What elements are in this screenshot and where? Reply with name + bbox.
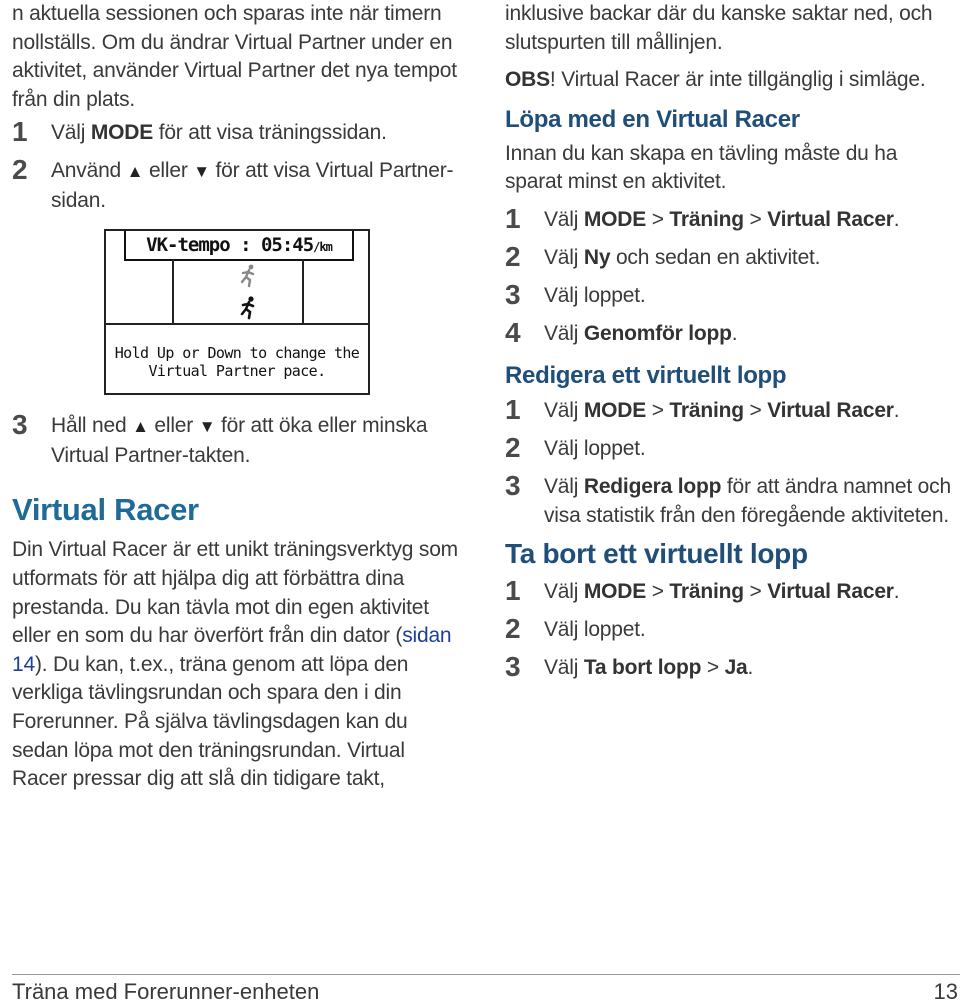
left-column xyxy=(12,0,462,794)
runner-icon xyxy=(236,295,260,321)
device-track-panels xyxy=(106,259,368,325)
sec1-step-2: 2 Välj Ny och sedan en aktivitet. xyxy=(505,240,821,272)
step-number: 3 xyxy=(12,409,28,441)
device-message: Hold Up or Down to change the Virtual Partner pace. xyxy=(114,344,360,380)
down-arrow-icon: ▼ xyxy=(198,417,216,437)
sec3-step-1: 1 Välj MODE > Träning > Virtual Racer. xyxy=(505,574,900,606)
sec3-step-2: 2 Välj loppet. xyxy=(505,612,646,644)
step-number: 2 xyxy=(12,154,28,186)
step-2: 2 Använd ▲ eller ▼ för att visa Virtual Partner-sidan. xyxy=(12,154,454,213)
step-number: 1 xyxy=(12,116,28,148)
page-link[interactable]: sidan 14 xyxy=(12,624,452,676)
heading-edit-race: Redigera ett virtuellt lopp xyxy=(505,361,787,389)
device-divider xyxy=(172,259,174,323)
up-arrow-icon: ▲ xyxy=(132,417,149,437)
section-heading-virtual-racer: Virtual Racer xyxy=(12,492,199,528)
up-arrow-icon: ▲ xyxy=(126,162,144,182)
sec2-step-3: 3 Välj Redigera lopp för att ändra namnet och visa statistik från den föregående aktiviteten. xyxy=(505,469,951,527)
step-3: 3 Håll ned ▲ eller ▼ för att öka eller minska Virtual Partner-takten. xyxy=(12,409,428,468)
sec3-step-3: 3 Välj Ta bort lopp > Ja. xyxy=(505,650,754,682)
note: OBS! Virtual Racer är inte tillgänglig i simläge. xyxy=(505,68,926,92)
step-1: 1 Välj MODE för att visa träningssidan. xyxy=(12,116,387,148)
device-divider xyxy=(302,259,304,323)
sec2-step-1: 1 Välj MODE > Träning > Virtual Racer. xyxy=(505,393,900,425)
sec1-step-1: 1 Välj MODE > Träning > Virtual Racer. xyxy=(505,202,900,234)
mode-key: MODE xyxy=(90,121,154,145)
page-number: 13 xyxy=(933,979,958,1004)
right-column xyxy=(505,0,960,682)
sec1-intro: Innan du kan skapa en tävling måste du ha sparat minst en aktivitet. xyxy=(505,141,898,194)
device-pace-header: VK-tempo : 05:45/km xyxy=(124,231,354,261)
sec1-step-4: 4 Välj Genomför lopp. xyxy=(505,316,738,348)
footer-rule xyxy=(12,974,960,975)
sec2-step-2: 2 Välj loppet. xyxy=(505,431,646,463)
down-arrow-icon: ▼ xyxy=(193,162,210,182)
virtual-partner-runner-icon xyxy=(236,263,260,289)
continued-paragraph: inklusive backar där du kanske saktar ned, och slutspurten till mållinjen. xyxy=(505,2,933,54)
device-screen xyxy=(104,229,370,395)
intro-paragraph: n aktuella sessionen och sparas inte när timern nollställs. Om du ändrar Virtual Partner under en aktivitet, använder Virtual Partner det nya tempot från din plats. xyxy=(12,2,457,111)
heading-run-virtual-racer: Löpa med en Virtual Racer xyxy=(505,105,800,133)
virtual-racer-paragraph: Din Virtual Racer är ett unikt träningsverktyg som utformats för att hjälpa dig att förbättra dina prestanda. Du kan tävla mot din egen aktivitet eller en som du har överfört från din dator (sidan 14). Du kan, t.ex., träna genom att löpa den verkliga tävlingsrundan och spara den i din Forerunner. På själva tävlingsdagen kan du sedan löpa mot den träningsrundan. Virtual Racer pressar dig att slå din tidigare takt, xyxy=(12,538,458,791)
footer-title: Träna med Forerunner-enheten xyxy=(12,979,320,1004)
heading-delete-race: Ta bort ett virtuellt lopp xyxy=(505,537,808,569)
sec1-step-3: 3 Välj loppet. xyxy=(505,278,646,310)
